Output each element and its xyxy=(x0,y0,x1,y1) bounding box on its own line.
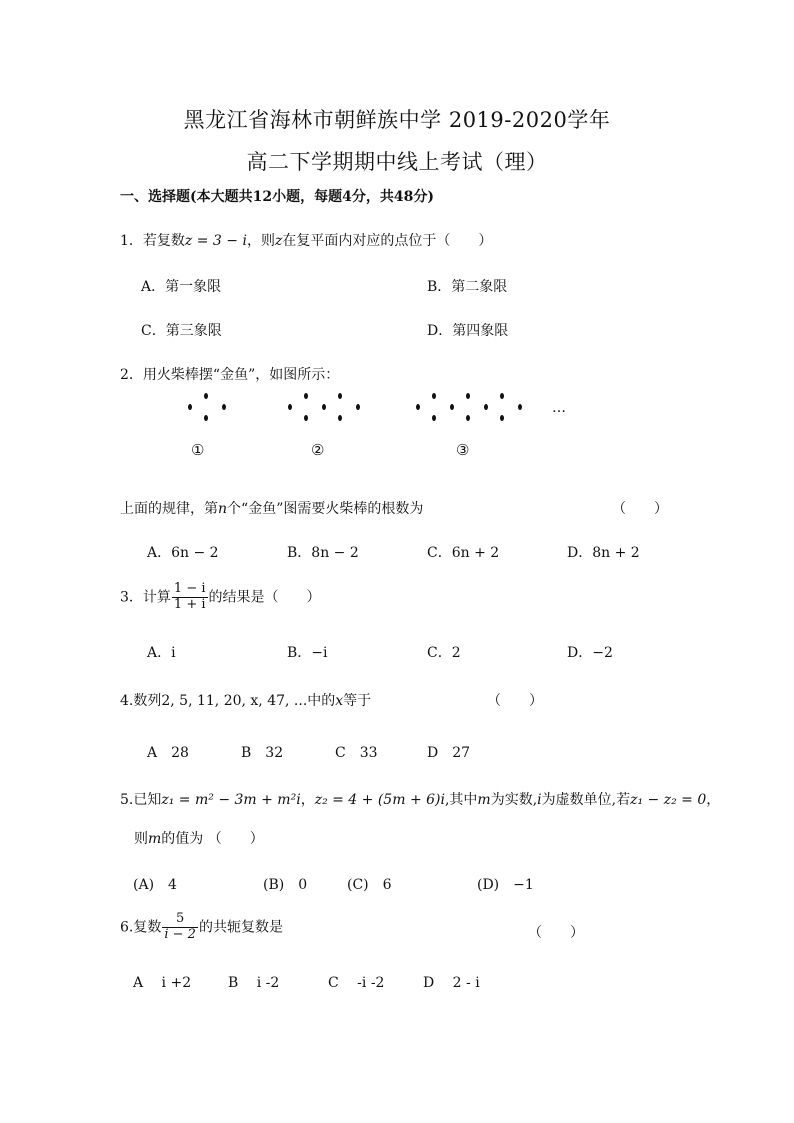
option-d: D．第四象限 xyxy=(427,323,509,339)
math-variable: z xyxy=(274,233,283,249)
section-heading: 一、选择题(本大题共12小题，每题4分，共48分) xyxy=(120,189,434,205)
question-text: 个“金鱼”图需要火柴棒的根数为 xyxy=(227,501,424,517)
question-4 xyxy=(120,690,371,710)
question-5 xyxy=(120,789,720,809)
option-b: B i -2 xyxy=(228,975,280,991)
answer-paren: （ ） xyxy=(528,925,584,941)
option-a: A i +2 xyxy=(133,975,192,991)
question-number: 3． xyxy=(120,589,143,606)
fraction-numerator: 5 xyxy=(162,912,198,928)
math-variable: i xyxy=(537,792,542,808)
option-d: (D) −1 xyxy=(477,877,534,893)
option-a: A．第一象限 xyxy=(141,279,222,295)
option-b: B．第二象限 xyxy=(427,279,508,295)
question-text: 上面的规律，第 xyxy=(120,501,218,517)
question-text: 中的 xyxy=(307,693,336,709)
question-6 xyxy=(120,912,283,943)
goldfish-figure-3 xyxy=(414,392,534,428)
option-c: (C) 6 xyxy=(347,877,392,893)
question-text: 的共轭复数是 xyxy=(198,919,283,936)
option-c: C 33 xyxy=(335,745,378,761)
question-text: 等于 xyxy=(343,693,372,709)
question-text: 的结果是（ ） xyxy=(208,589,321,606)
option-c: C．第三象限 xyxy=(141,323,222,339)
option-a: (A) 4 xyxy=(133,877,177,893)
option-b: B．−i xyxy=(287,645,328,661)
exam-title-line1: 黑龙江省海林市朝鲜族中学 2019-2020学年 xyxy=(183,108,611,132)
question-5-line-2 xyxy=(134,828,264,848)
fraction-denominator: i − 2 xyxy=(164,926,196,942)
question-text: 的值为 （ ） xyxy=(161,831,264,847)
math-variable: n xyxy=(218,501,228,517)
answer-paren: （ ） xyxy=(612,501,668,517)
math-expression: z₁ = m² − 3m + m²i xyxy=(161,792,301,808)
option-d: D．8n + 2 xyxy=(567,545,640,561)
option-c: C．6n + 2 xyxy=(427,545,500,561)
fraction-numerator: 1 − i xyxy=(173,581,206,596)
math-expression: z = 3 − i xyxy=(184,233,247,249)
figure-label-3: ③ xyxy=(456,441,470,459)
math-expression: z₂ = 4 + (5m + 6)i xyxy=(314,792,445,808)
option-b: (B) 0 xyxy=(263,877,308,893)
separator: ， xyxy=(300,792,315,808)
question-text: 为虚数单位,若 xyxy=(541,792,631,808)
option-d: D 2 - i xyxy=(423,975,480,991)
goldfish-figure-2 xyxy=(286,392,366,428)
question-1 xyxy=(120,230,492,250)
math-variable: x xyxy=(335,693,344,709)
answer-paren: （ ） xyxy=(487,693,543,709)
question-text: 则 xyxy=(134,831,148,847)
option-b: B 32 xyxy=(241,745,284,761)
math-variable: m xyxy=(477,792,491,808)
math-expression: z₁ − z₂ = 0 xyxy=(630,792,707,808)
figure-label-1: ① xyxy=(191,441,205,459)
question-number: 2． xyxy=(120,367,143,383)
option-d: D 27 xyxy=(427,745,471,761)
question-text: 为实数, xyxy=(490,792,538,808)
question-text: ，则 xyxy=(246,233,275,249)
fraction xyxy=(172,582,208,613)
option-a: A．i xyxy=(147,645,176,661)
option-b: B．8n − 2 xyxy=(287,545,359,561)
question-3 xyxy=(120,582,321,613)
math-variable: m xyxy=(148,831,162,847)
question-text: 5.已知 xyxy=(120,792,162,808)
question-2-line-2 xyxy=(120,498,423,518)
fraction xyxy=(162,912,198,943)
question-text: 若复数 xyxy=(142,233,185,249)
option-d: D．−2 xyxy=(567,645,613,661)
question-text: 4.数列 xyxy=(120,693,162,709)
exam-title-line2: 高二下学期期中线上考试（理） xyxy=(246,150,548,174)
option-c: C -i -2 xyxy=(328,975,385,991)
question-number: 1． xyxy=(120,233,143,249)
fraction-denominator: 1 + i xyxy=(173,596,206,612)
option-a: A．6n − 2 xyxy=(147,545,219,561)
option-c: C．2 xyxy=(427,645,461,661)
figure-ellipsis: … xyxy=(552,400,566,416)
question-text: ， xyxy=(706,792,721,808)
figure-label-2: ② xyxy=(311,441,325,459)
question-text: 6.复数 xyxy=(120,919,162,936)
option-a: A 28 xyxy=(147,745,189,761)
goldfish-figure-1 xyxy=(186,392,236,428)
question-text: ,其中 xyxy=(444,792,478,808)
question-text: 在复平面内对应的点位于（ ） xyxy=(282,233,493,249)
question-text: 计算 xyxy=(142,589,171,606)
question-text: 用火柴棒摆“金鱼”，如图所示： xyxy=(142,367,340,383)
question-2 xyxy=(120,364,339,384)
math-sequence: 2, 5, 11, 20, x, 47, ... xyxy=(161,693,308,709)
